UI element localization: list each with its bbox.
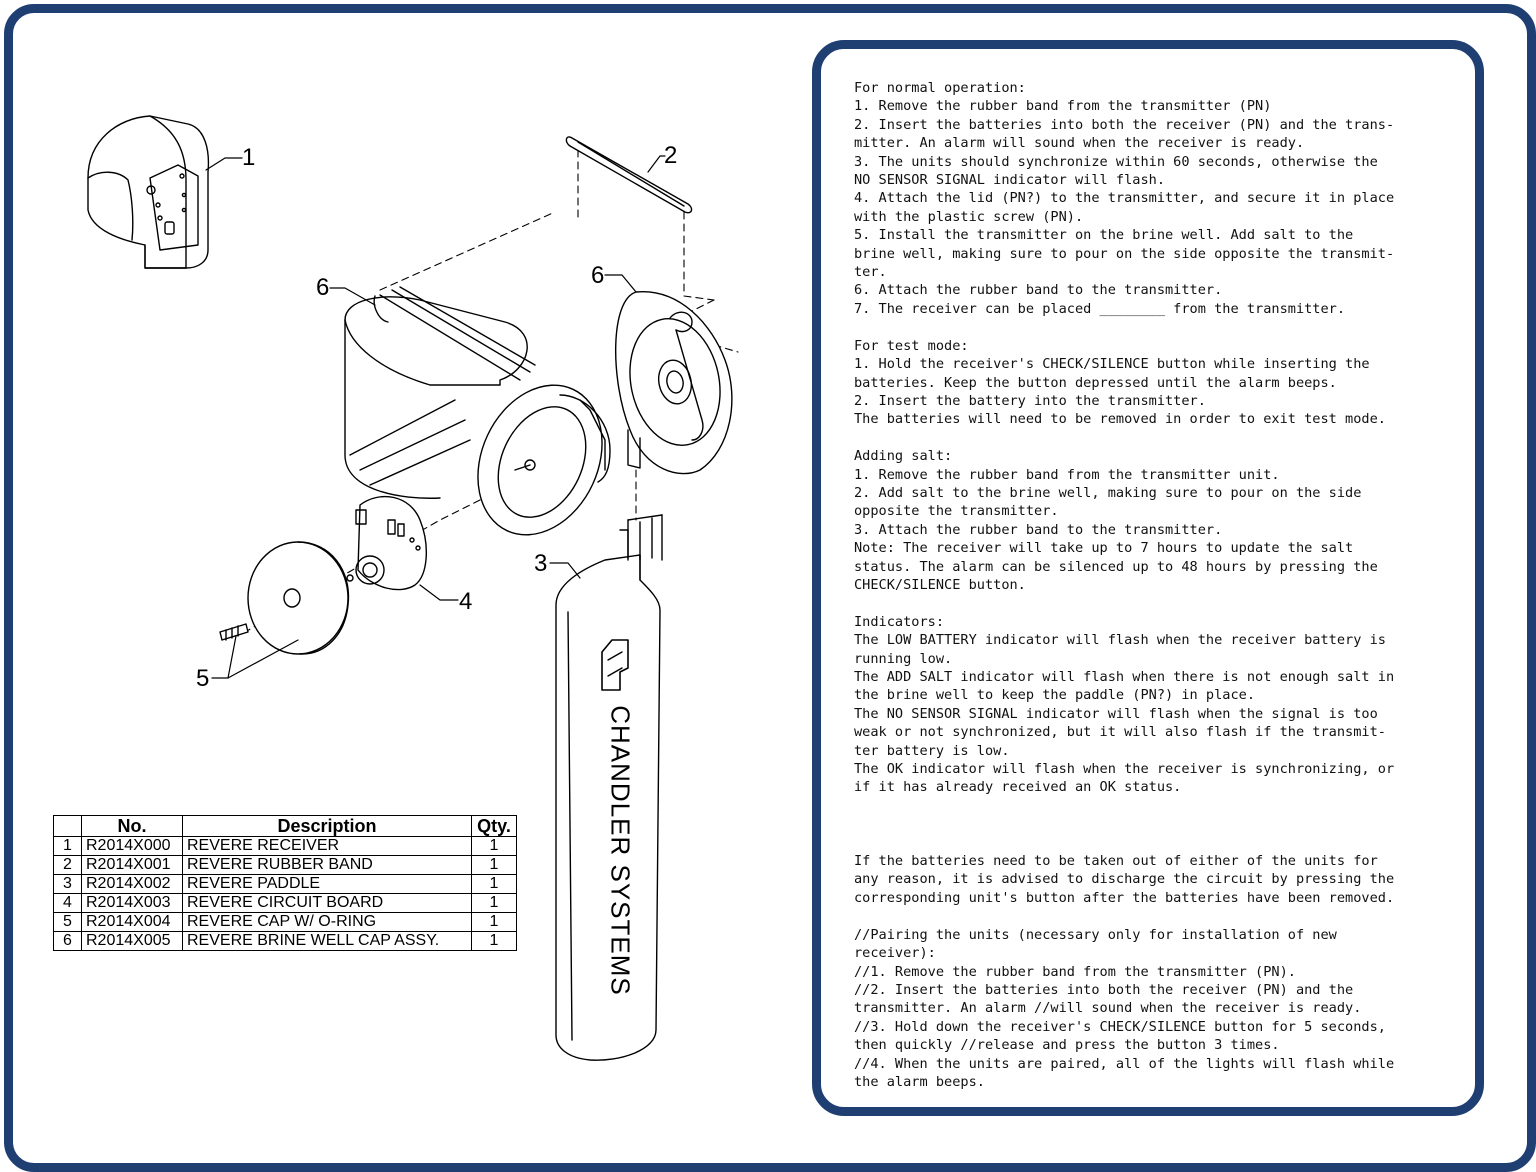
part-qty: 1 (472, 932, 517, 951)
header-no: No. (82, 816, 183, 837)
part-description: REVERE BRINE WELL CAP ASSY. (183, 932, 472, 951)
paddle-brand-text: CHANDLER SYSTEMS (605, 705, 636, 996)
row-index: 4 (54, 894, 82, 913)
receiver-part (88, 116, 208, 268)
table-row (54, 913, 517, 932)
callout-1: 1 (242, 144, 256, 171)
part-qty: 1 (472, 894, 517, 913)
part-qty: 1 (472, 856, 517, 875)
brine-well-cap-right-part (616, 292, 732, 474)
row-index: 5 (54, 913, 82, 932)
callout-5: 5 (196, 665, 210, 692)
table-row (54, 837, 517, 856)
row-index: 2 (54, 856, 82, 875)
part-number: R2014X003 (82, 894, 183, 913)
parts-table (53, 815, 517, 951)
header-no-blank (54, 816, 82, 837)
header-qty: Qty. (472, 816, 517, 837)
instructions-panel (812, 40, 1484, 1116)
part-number: R2014X005 (82, 932, 183, 951)
table-row (54, 894, 517, 913)
part-number: R2014X000 (82, 837, 183, 856)
part-qty: 1 (472, 875, 517, 894)
callout-2: 2 (664, 142, 678, 169)
callout-3: 3 (534, 550, 548, 577)
part-qty: 1 (472, 837, 517, 856)
part-description: REVERE RUBBER BAND (183, 856, 472, 875)
cap-part (220, 542, 348, 654)
circuit-board-part (347, 497, 426, 590)
part-number: R2014X004 (82, 913, 183, 932)
header-description: Description (183, 816, 472, 837)
callout-6-right: 6 (591, 262, 605, 289)
table-header-row (54, 816, 517, 837)
part-description: REVERE CAP W/ O-RING (183, 913, 472, 932)
part-description: REVERE RECEIVER (183, 837, 472, 856)
part-description: REVERE CIRCUIT BOARD (183, 894, 472, 913)
table-row (54, 932, 517, 951)
callout-4: 4 (459, 588, 473, 615)
row-index: 6 (54, 932, 82, 951)
instructions-text: For normal operation: 1. Remove the rubber band from the transmitter (PN) 2. Insert the batteries into both the receiver (PN) and the trans- mitter. An alarm will sound when the receiver is ready. 3. The units should synchronize within 60 seconds, otherwise the NO SENSOR SIGNAL indicator will flash. 4. Attach the lid (PN?) to the transmitter, and secure it in place with the plastic screw (PN). 5. Install the transmitter on the brine well. Add salt to the brine well, making sure to pour on the side opposite the transmit- ter. 6. Attach the rubber band to the transmitter. 7. The receiver can be placed ________ from the transmitter. For test mode: 1. Hold the receiver's CHECK/SILENCE button while inserting the batteries. Keep the button depressed until the alarm beeps. 2. Insert the battery into the transmitter. The batteries will need to be removed in order to exit test mode. Adding salt: 1. Remove the rubber band from the transmitter unit. 2. Add salt to the brine well, making sure to pour on the side opposite the transmitter. 3. Attach the rubber band to the transmitter. Note: The receiver will take up to 7 hours to update the salt status. The alarm can be silenced up to 48 hours by pressing the CHECK/SILENCE button. Indicators: The LOW BATTERY indicator will flash when the receiver battery is running low. The ADD SALT indicator will flash when there is not enough salt in the brine well to keep the paddle (PN?) in place. The NO SENSOR SIGNAL indicator will flash when the signal is too weak or not synchronized, but it will also flash if the transmit- ter battery is low. The OK indicator will flash when the receiver is synchronizing, or if it has already received an OK status. If the batteries need to be taken out of either of the units for any reason, it is advised to discharge the circuit by pressing the corresponding unit's button after the batteries have been removed. //Pairing the units (necessary only for installation of new receiver): //1. Remove the rubber band from the transmitter (PN). //2. Insert the batteries into both the receiver (PN) and the transmitter. An alarm //will sound when the receiver is ready. //3. Hold down the receiver's CHECK/SILENCE button for 5 seconds, then quickly //release and press the button 3 times. //4. When the units are paired, all of the lights will flash while the alarm beeps. (854, 80, 1395, 1090)
part-number: R2014X001 (82, 856, 183, 875)
part-number: R2014X002 (82, 875, 183, 894)
row-index: 3 (54, 875, 82, 894)
part-description: REVERE PADDLE (183, 875, 472, 894)
callout-6-left: 6 (316, 274, 330, 301)
table-row (54, 875, 517, 894)
part-qty: 1 (472, 913, 517, 932)
row-index: 1 (54, 837, 82, 856)
table-row (54, 856, 517, 875)
